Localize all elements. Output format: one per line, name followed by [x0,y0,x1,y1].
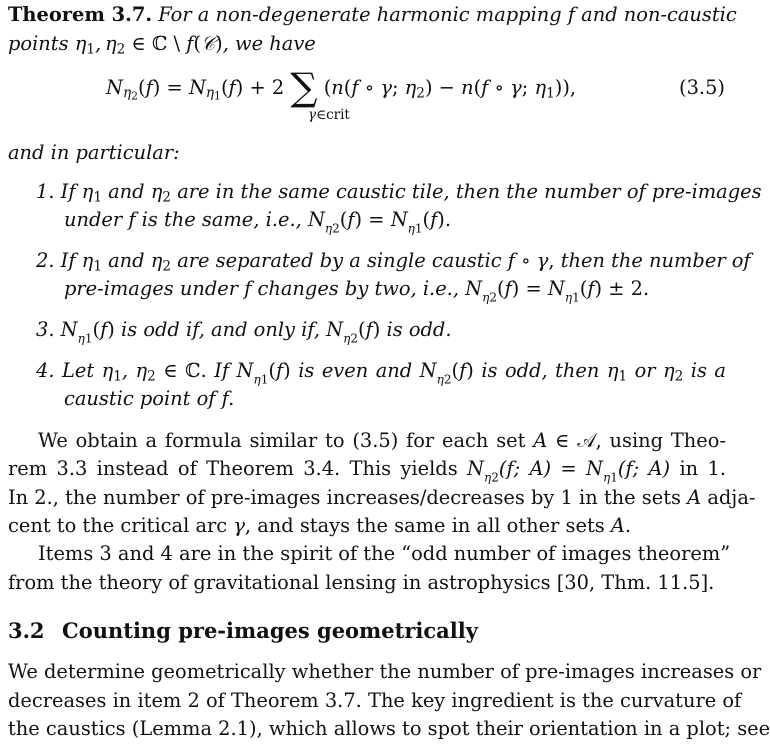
list-item: 2. If $\eta_1$ and $\eta_2$ are separated by a single caustic f ∘ γ, then the number of [36,249,751,275]
paragraph-line: rem 3.3 instead of Theorem 3.4. This yields $N_{\eta 2}(f$; $A) = N_{\eta 1}(f$; A) in 1. [8,457,726,485]
paragraph-line: We determine geometrically whether the number of pre-images increases or [8,660,762,683]
section-heading: 3.2 Counting pre-images geometrically [8,618,478,643]
paragraph-line: decreases in item 2 of Theorem 3.7. The key ingredient is the curvature of [8,689,742,712]
theorem-statement-start: For a non-degenerate harmonic mapping f and non-caustic [158,3,737,26]
list-item-continuation: caustic point of f. [64,387,235,410]
list-item: 3. $N_{\eta 1}(f)$ is odd if, and only if, $N_{\eta 2}(f)$ is odd. [36,318,452,346]
paragraph-line: We obtain a formula similar to (3.5) for each set A ∈ 𝒜, using Theo- [38,429,726,452]
paragraph-line: from the theory of gravitational lensing in astrophysics [30, Thm. 11.5]. [8,571,715,594]
paragraph-line: the caustics (Lemma 2.1), which allows to spot their orientation in a plot; see [8,717,770,740]
equation-number: (3.5) [679,76,725,99]
theorem-first-line [8,0,737,30]
paragraph-line: In 2., the number of pre-images increases/decreases by 1 in the sets A adja- [8,486,756,509]
display-equation: $N_{\eta_2}(f) = N_{\eta_1}(f) + 2$ ∑ (n(f ∘ γ; $\eta_2) - n(f$ ∘ γ; $\eta_1$)), (3.5) [106,65,725,109]
paragraph-line: cent to the critical arc γ, and stays the same in all other sets A. [8,514,632,537]
list-item-continuation: under f is the same, i.e., $N_{\eta 2}(f) = N_{\eta 1}(f)$. [64,208,452,236]
list-item: 1. If $\eta_1$ and $\eta_2$ are in the same caustic tile, then the number of pre-images [36,180,762,206]
sum-index: γ∈crit [308,107,350,123]
theorem-label: Theorem 3.7. [8,3,153,26]
in-particular: and in particular: [8,141,180,164]
list-item-continuation: pre-images under f changes by two, i.e., $N_{\eta 2}(f) = N_{\eta 1}(f) \pm 2$. [64,277,650,305]
paragraph-line: Items 3 and 4 are in the spirit of the “odd number of images theorem” [38,542,731,565]
theorem-second-line: points $\eta_1$, $\eta_2$ ∈ ℂ \ f(𝒞), we have [8,32,316,58]
list-item: 4. Let $\eta_1$, $\eta_2$ ∈ ℂ. If $N_{\eta 1}(f)$ is even and $N_{\eta 2}(f)$ is odd, then $\eta_1$ or $\eta_2$ is a [36,359,726,387]
